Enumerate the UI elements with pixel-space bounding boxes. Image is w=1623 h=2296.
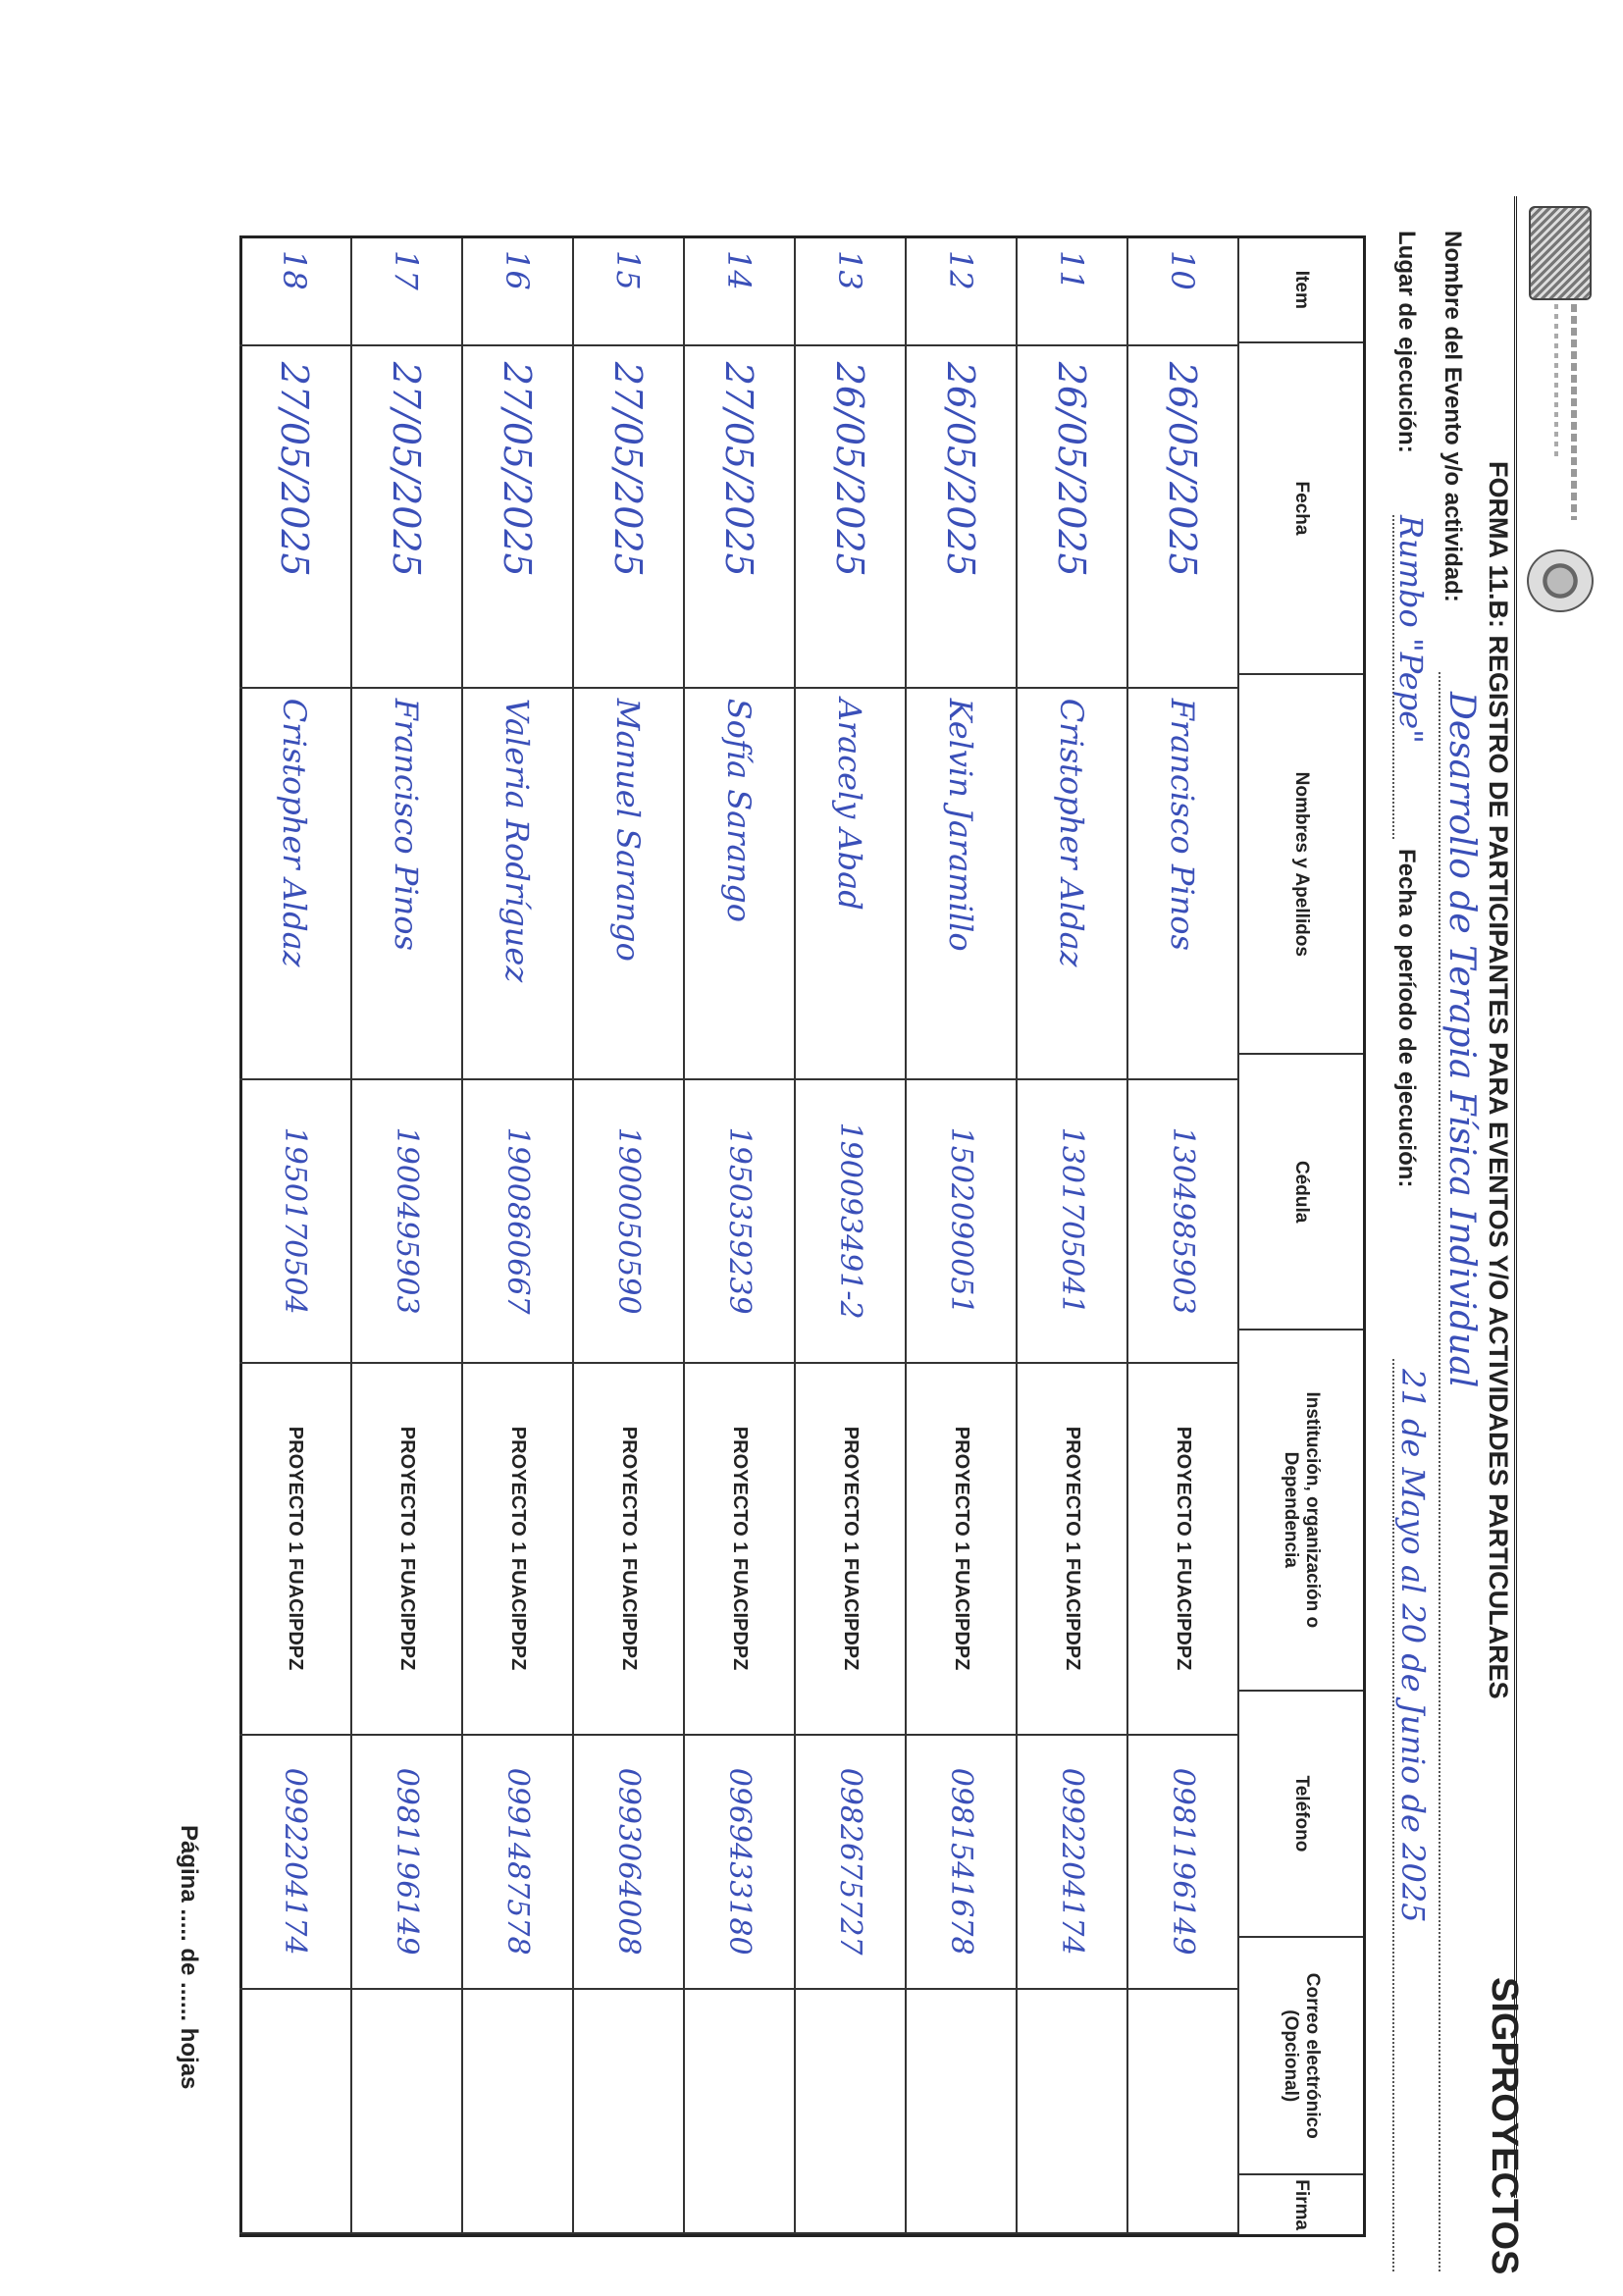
table-row [905, 238, 1016, 2234]
row-phone: 0992204174 [1018, 1736, 1126, 1990]
row-institution: PROYECTO 1 FUACIPDPZ [907, 1364, 1016, 1736]
row-name: Francisco Pinos [1128, 689, 1237, 1080]
table-row [683, 238, 794, 2234]
row-phone: 0969433180 [685, 1736, 794, 1990]
row-date: 26/05/2025 [1128, 346, 1237, 689]
row-name: Cristopher Aldaz [1018, 689, 1126, 1080]
col-header-item: Item [1239, 238, 1363, 343]
row-item-number: 16 [463, 238, 572, 346]
event-dotted-line [1439, 672, 1440, 2271]
row-item-number: 13 [796, 238, 905, 346]
logo-caption-graphic [1546, 304, 1586, 530]
row-email [1128, 1990, 1237, 2234]
col-header-signature: Firma [1290, 2179, 1312, 2230]
row-date: 27/05/2025 [352, 346, 461, 689]
row-date: 27/05/2025 [685, 346, 794, 689]
row-institution: PROYECTO 1 FUACIPDPZ [796, 1364, 905, 1736]
row-name: Manuel Sarango [574, 689, 683, 1080]
col-header-name: Nombres y Apellidos [1239, 675, 1363, 1055]
row-name: Francisco Pinos [352, 689, 461, 1080]
row-name: Aracely Abad [796, 689, 905, 1080]
table-row [350, 238, 461, 2234]
row-date: 27/05/2025 [239, 346, 350, 689]
row-phone: 0982675727 [796, 1736, 905, 1990]
row-date: 27/05/2025 [463, 346, 572, 689]
row-institution: PROYECTO 1 FUACIPDPZ [574, 1364, 683, 1736]
period-label: Fecha o período de ejecución: [1393, 849, 1420, 1188]
logo-caption-scribble [1546, 304, 1586, 530]
row-id-number: 1301705041 [1018, 1080, 1126, 1364]
table-header-row [1237, 238, 1363, 2234]
row-phone: 0993064008 [574, 1736, 683, 1990]
place-value: Rumbo "Pepe" [1392, 515, 1430, 744]
table-row [572, 238, 683, 2234]
row-phone: 0981196149 [1128, 1736, 1237, 1990]
table-row [239, 238, 350, 2234]
event-name-value: Desarrollo de Terapia Física Individual [1441, 692, 1482, 1388]
table-row [1016, 238, 1126, 2234]
row-institution: PROYECTO 1 FUACIPDPZ [463, 1364, 572, 1736]
header-divider [1514, 196, 1517, 2198]
row-date: 26/05/2025 [1018, 346, 1126, 689]
table-row [794, 238, 905, 2234]
place-period-line [1373, 231, 1432, 2271]
row-date: 26/05/2025 [796, 346, 905, 689]
row-item-number: 12 [907, 238, 1016, 346]
page-count-footer: Página ..... de ...... hojas [176, 1825, 202, 2090]
row-item-number: 11 [1018, 238, 1126, 346]
row-item-number: 10 [1128, 238, 1237, 346]
row-id-number: 190093491-2 [796, 1080, 905, 1364]
col-header-phone: Teléfono [1239, 1692, 1363, 1939]
row-email [574, 1990, 683, 2234]
row-item-number: 15 [574, 238, 683, 346]
row-id-number: 1304985903 [1128, 1080, 1237, 1364]
period-value: 21 de Mayo al 20 de Junio de 2025 [1394, 1369, 1432, 1923]
row-date: 26/05/2025 [907, 346, 1016, 689]
seal-logo [1527, 549, 1594, 612]
row-phone: 0981541678 [907, 1736, 1016, 1990]
row-name: Valeria Rodríguez [463, 689, 572, 1080]
row-id-number: 1900050590 [574, 1080, 683, 1364]
row-email [239, 1990, 350, 2234]
row-id-number: 1950359239 [685, 1080, 794, 1364]
row-institution: PROYECTO 1 FUACIPDPZ [685, 1364, 794, 1736]
row-institution: PROYECTO 1 FUACIPDPZ [239, 1364, 350, 1736]
row-id-number: 1900495903 [352, 1080, 461, 1364]
row-email [685, 1990, 794, 2234]
row-institution: PROYECTO 1 FUACIPDPZ [352, 1364, 461, 1736]
row-id-number: 1950170504 [239, 1080, 350, 1364]
row-email [907, 1990, 1016, 2234]
row-institution: PROYECTO 1 FUACIPDPZ [1018, 1364, 1126, 1736]
row-email [1018, 1990, 1126, 2234]
row-date: 27/05/2025 [574, 346, 683, 689]
row-item-number: 18 [239, 238, 350, 346]
row-email [796, 1990, 905, 2234]
row-name: Sofía Sarango [685, 689, 794, 1080]
row-id-number: 1900860667 [463, 1080, 572, 1364]
row-phone: 0991487578 [463, 1736, 572, 1990]
row-item-number: 17 [352, 238, 461, 346]
table-row [461, 238, 572, 2234]
row-institution: PROYECTO 1 FUACIPDPZ [1128, 1364, 1237, 1736]
row-name: Kelvin Jaramillo [907, 689, 1016, 1080]
table-row [1126, 238, 1237, 2234]
row-email [463, 1990, 572, 2234]
row-name: Cristopher Aldaz [239, 689, 350, 1080]
participants-table [239, 235, 1366, 2237]
row-id-number: 1502090051 [907, 1080, 1016, 1364]
row-item-number: 14 [685, 238, 794, 346]
col-header-date: Fecha [1239, 343, 1363, 676]
row-phone: 0992204174 [239, 1736, 350, 1990]
institution-logo [1529, 206, 1592, 300]
event-name-label: Nombre del Evento y/o actividad: [1440, 231, 1466, 602]
row-phone: 0981196149 [352, 1736, 461, 1990]
place-label: Lugar de ejecución: [1393, 231, 1420, 453]
col-header-id: Cédula [1239, 1055, 1363, 1331]
col-header-institution: Institución, organización o Dependencia [1239, 1331, 1363, 1692]
row-email [352, 1990, 461, 2234]
brand-title: SIGPROYECTOS [1484, 1977, 1525, 2275]
form-title: FORMA 11.B: REGISTRO DE PARTICIPANTES PARA EVENTOS Y/O ACTIVIDADES PARTICULARES [1484, 461, 1513, 1699]
col-header-email: Correo electrónico (Opcional) [1239, 1938, 1363, 2175]
